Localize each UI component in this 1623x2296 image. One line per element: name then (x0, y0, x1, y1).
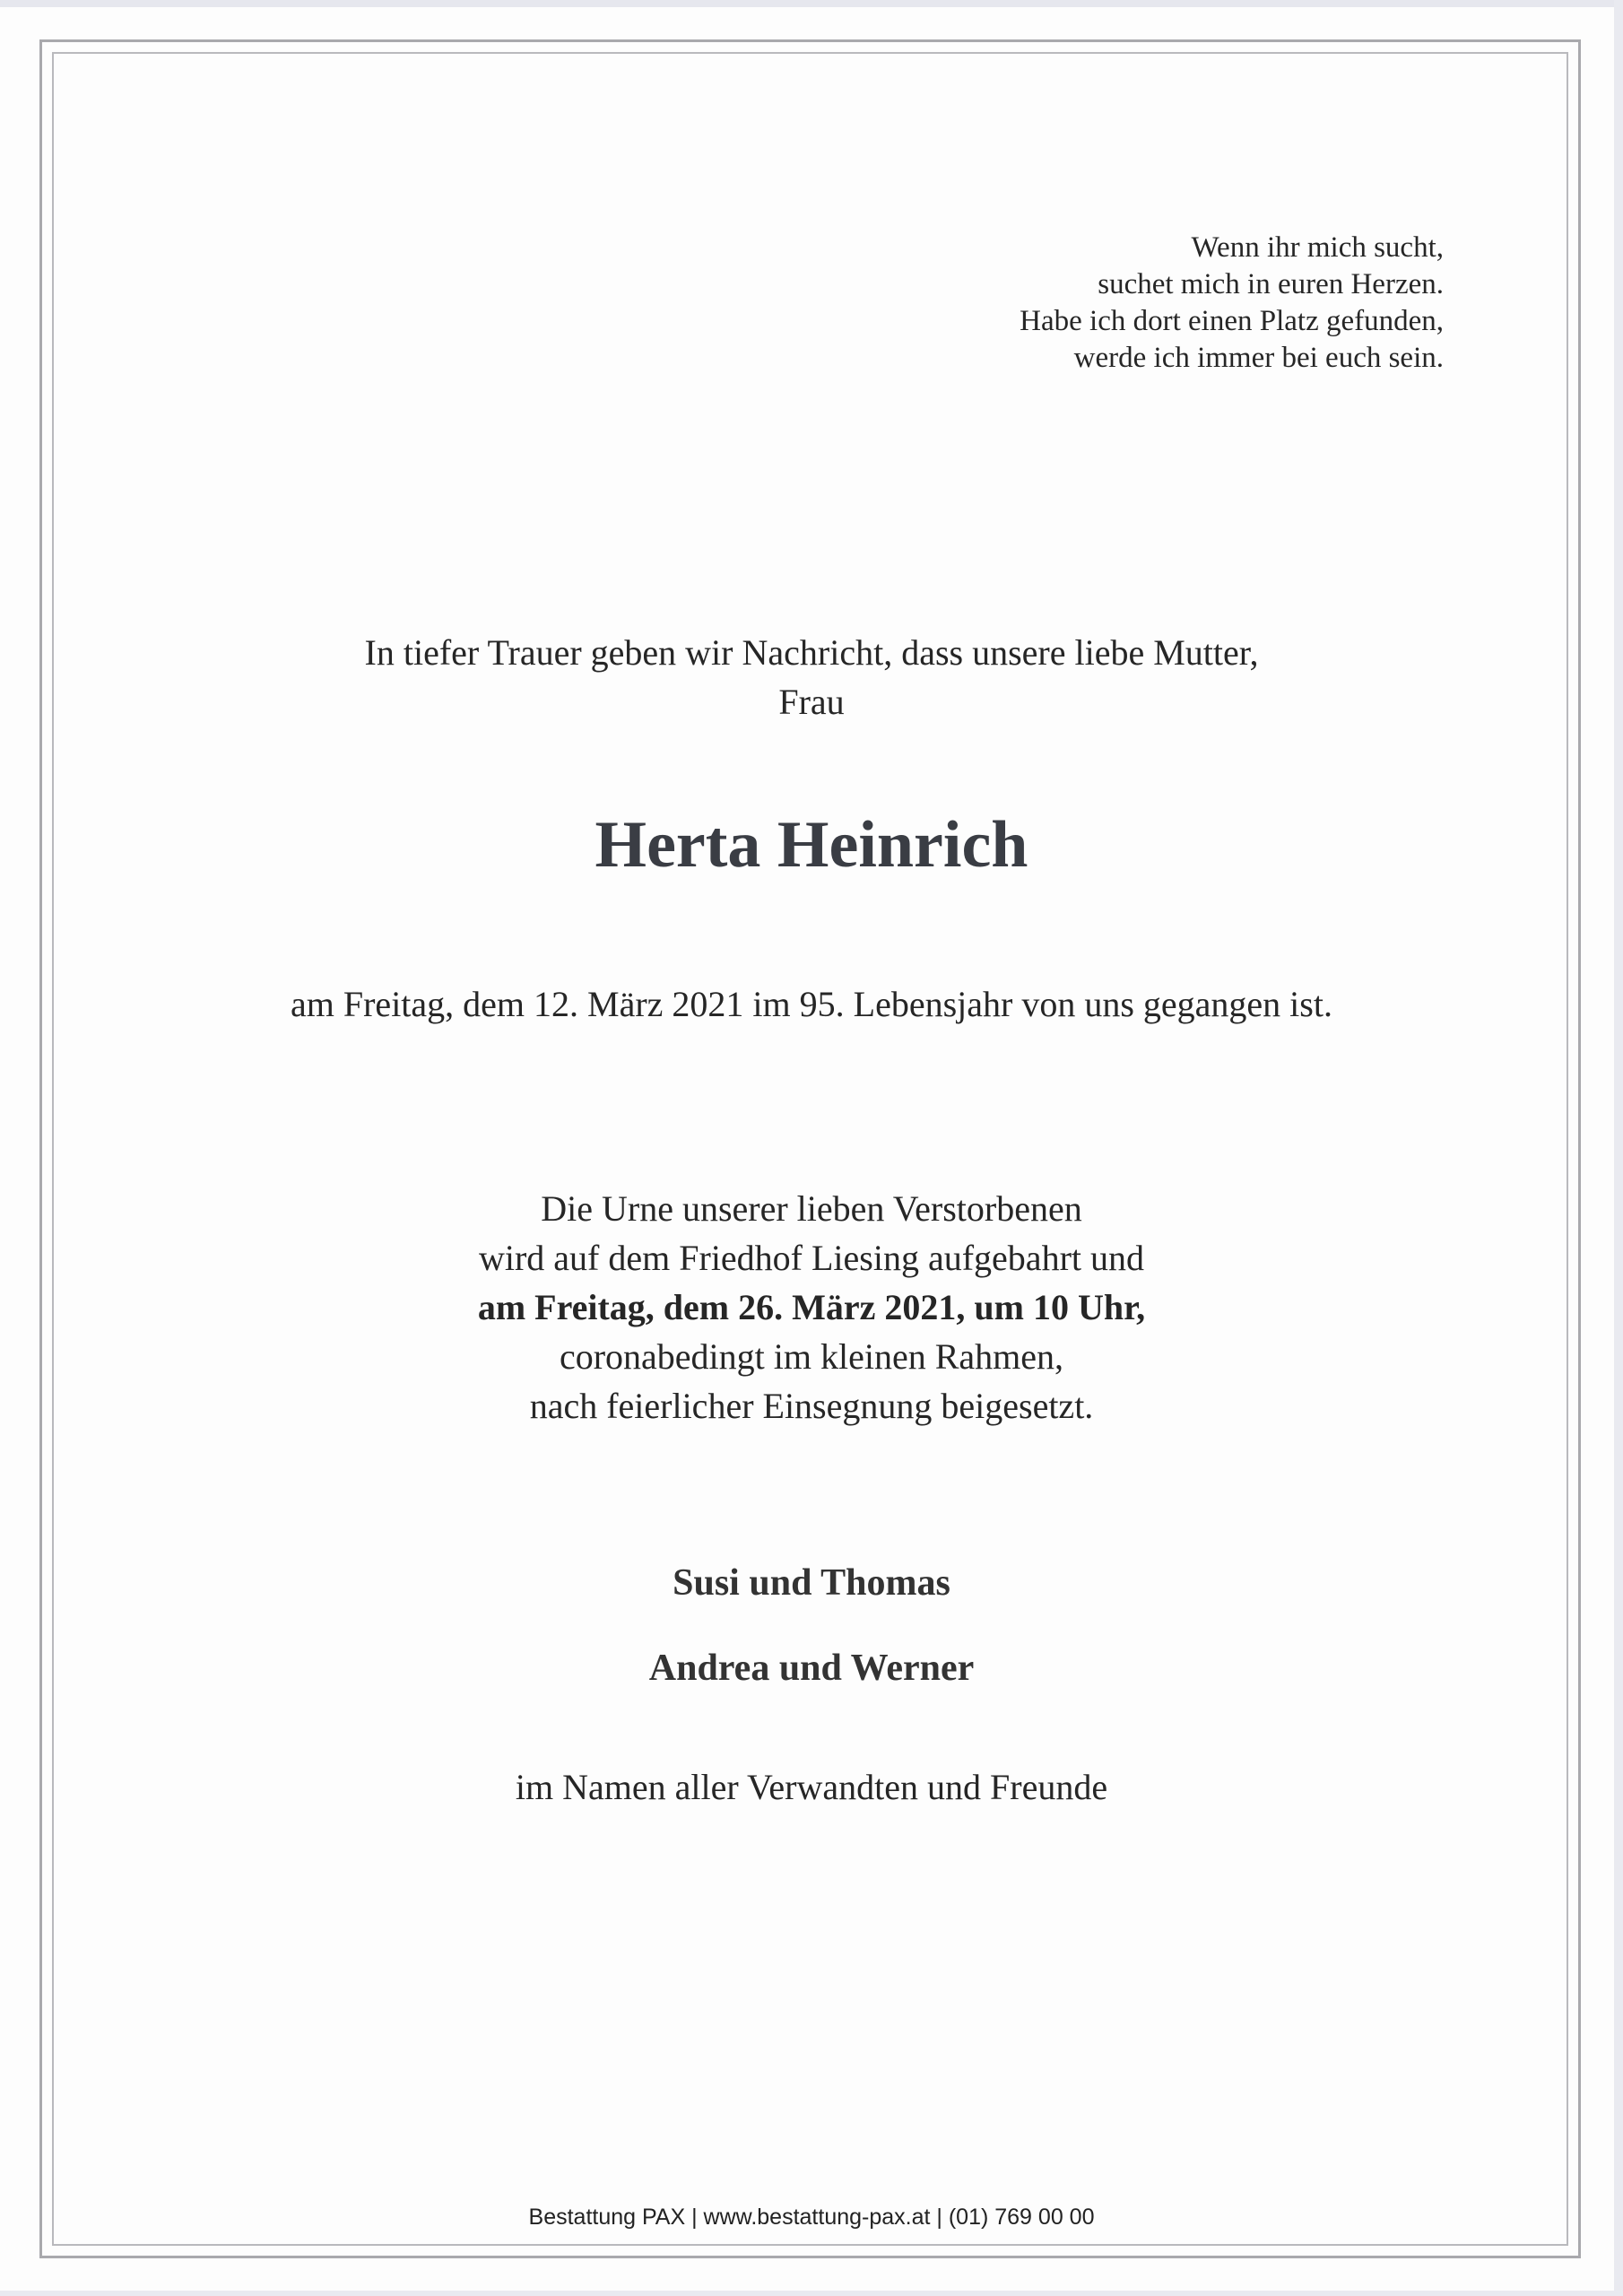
burial-details (0, 1184, 1623, 1431)
mourner-names (0, 1541, 1623, 1711)
motto-verse (1020, 230, 1444, 377)
death-date-line: am Freitag, dem 12. März 2021 im 95. Lebensjahr von uns gegangen ist. (291, 984, 1332, 1024)
burial-date-line: am Freitag, dem 26. März 2021, um 10 Uhr, (477, 1287, 1146, 1327)
motto-line: suchet mich in euren Herzen. (1098, 268, 1444, 300)
motto-line: Wenn ihr mich sucht, (1191, 231, 1444, 264)
burial-line: nach feierlicher Einsegnung beigesetzt. (529, 1386, 1094, 1426)
closing-line: im Namen aller Verwandten und Freunde (515, 1767, 1108, 1807)
burial-line: wird auf dem Friedhof Liesing aufgebahrt und (478, 1238, 1144, 1278)
funeral-home-footer: Bestattung PAX | www.bestattung-pax.at | (01) 769 00 00 (528, 2205, 1095, 2230)
motto-line: werde ich immer bei euch sein. (1073, 342, 1444, 374)
announcement-intro (0, 628, 1623, 726)
mourner-name: Susi und Thomas (673, 1562, 950, 1604)
salutation: Frau (778, 682, 845, 722)
intro-text: In tiefer Trauer geben wir Nachricht, dass unsere liebe Mutter, (364, 632, 1259, 673)
burial-line: coronabedingt im kleinen Rahmen, (559, 1336, 1064, 1377)
mourner-name: Andrea und Werner (648, 1648, 975, 1689)
scan-edge-bottom (0, 2291, 1623, 2296)
scan-edge-right (1614, 0, 1623, 2296)
motto-line: Habe ich dort einen Platz gefunden, (1020, 305, 1444, 337)
burial-line: Die Urne unserer lieben Verstorbenen (541, 1188, 1082, 1229)
scan-edge-top (0, 0, 1623, 7)
inner-border-frame (52, 52, 1568, 2246)
deceased-name: Herta Heinrich (595, 808, 1028, 882)
